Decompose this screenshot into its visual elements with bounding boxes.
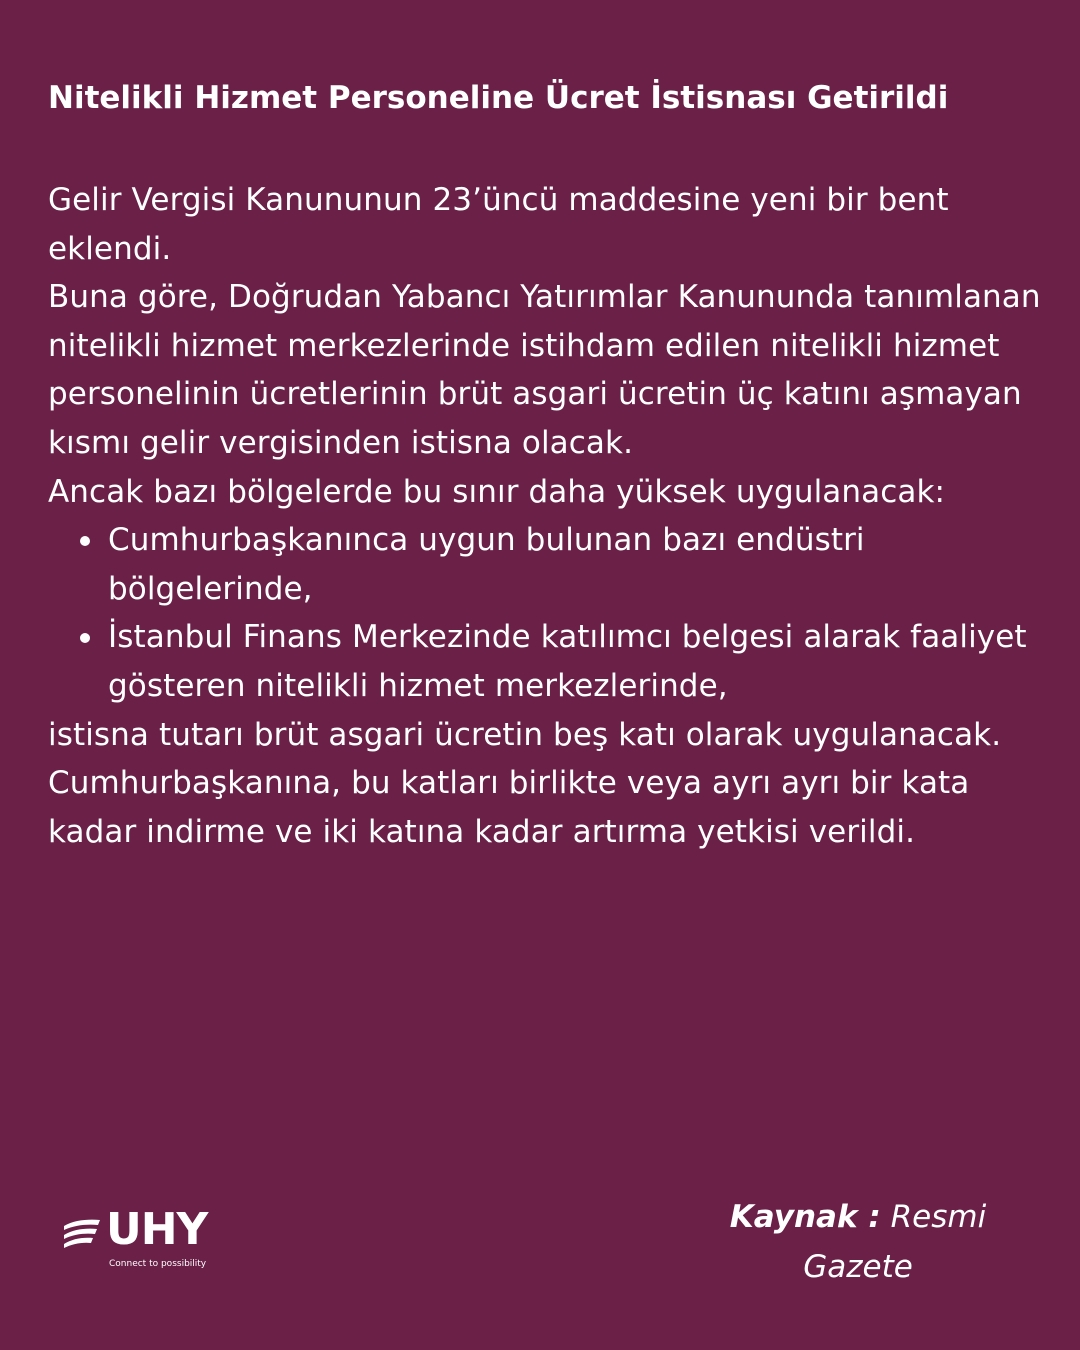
bullet-text-1: Cumhurbaşkanınca uygun bulunan bazı endüstri bölgelerinde, [108, 522, 865, 607]
paragraph-4: istisna tutarı brüt asgari ücretin beş katı olarak uygulanacak. [48, 716, 1002, 753]
source-credit [700, 1192, 1016, 1292]
logo-wordmark: UHY [106, 1204, 208, 1255]
bullet-list [48, 516, 1048, 710]
bullet-item-1 [48, 516, 1048, 613]
paragraph-5: Cumhurbaşkanına, bu katları birlikte veya ayrı ayrı bir kata kadar indirme ve iki katına kadar artırma yetkisi verildi. [48, 765, 970, 850]
uhy-swoosh-icon [62, 1216, 102, 1252]
paragraph-3: Ancak bazı bölgelerde bu sınır daha yüksek uygulanacak: [48, 473, 946, 510]
source-label: Kaynak : [729, 1199, 881, 1235]
paragraph-2: Buna göre, Doğrudan Yabancı Yatırımlar Kanununda tanımlanan nitelikli hizmet merkezlerinde istihdam edilen nitelikli hizmet personelinin ücretlerinin brüt asgari ücretin üç katını aşmayan kısmı gelir vergisinden istisna olacak. [48, 279, 1041, 461]
bullet-dot-icon [80, 633, 90, 643]
logo-tagline: Connect to possibility [109, 1259, 207, 1269]
source-value: Resmi Gazete [803, 1199, 987, 1285]
article-body [48, 176, 1048, 856]
bullet-text-2: İstanbul Finans Merkezinde katılımcı belgesi alarak faaliyet gösteren nitelikli hizmet merkezlerinde, [108, 619, 1027, 704]
bullet-item-2 [48, 613, 1048, 710]
paragraph-1: Gelir Vergisi Kanununun 23’üncü maddesine yeni bir bent eklendi. [48, 182, 949, 267]
uhy-logo [62, 1204, 242, 1274]
article-title: Nitelikli Hizmet Personeline Ücret İstisnası Getirildi [48, 80, 949, 116]
bullet-dot-icon [80, 536, 90, 546]
